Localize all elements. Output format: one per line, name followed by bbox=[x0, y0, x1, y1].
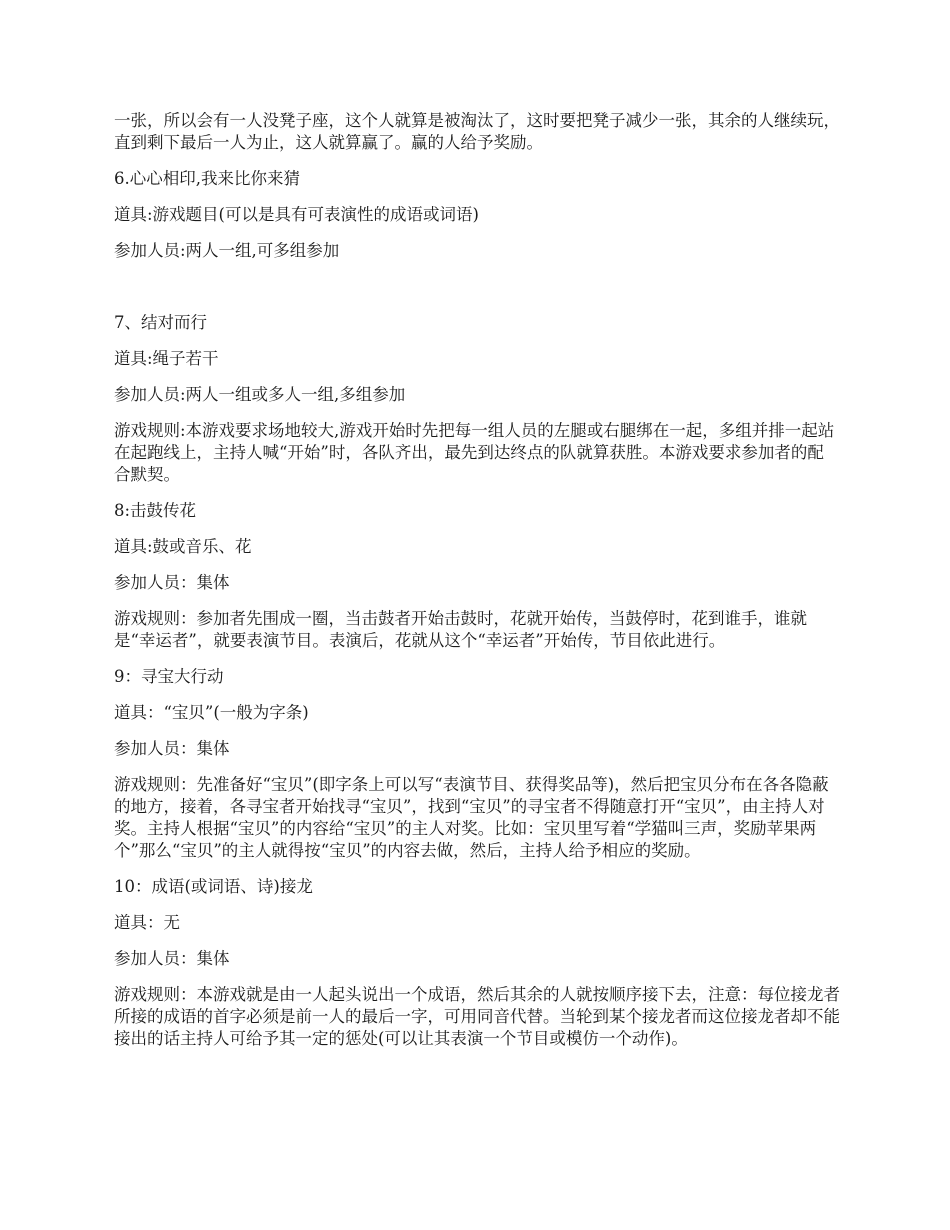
rules-game-9: 游戏规则：先准备好“宝贝”(即字条上可以写“表演节目、获得奖品等)，然后把宝贝分布在各各隐蔽的地方，接着，各寻宝者开始找寻“宝贝”，找到“宝贝”的寻宝者不得随意打开“宝贝”，由主持人对奖。主持人根据“宝贝”的内容给“宝贝”的主人对奖。比如：宝贝里写着“学猫叫三声，奖励苹果两个”那么“宝贝”的主人就得按“宝贝”的内容去做，然后，主持人给予相应的奖励。 bbox=[114, 775, 829, 860]
props-game-8: 道具:鼓或音乐、花 bbox=[114, 537, 252, 556]
rules-game-10: 游戏规则：本游戏就是由一人起头说出一个成语，然后其余的人就按顺序接下去，注意：每位接龙者所接的成语的首字必须是前一人的最后一字，可用同音代替。当轮到某个接龙者而这位接龙者却不能接出的话主持人可给予其一定的惩处(可以让其表演一个节目或模仿一个动作)。 bbox=[114, 985, 840, 1048]
heading-game-9: 9：寻宝大行动 bbox=[114, 667, 224, 686]
props-game-9: 道具：“宝贝”(一般为字条) bbox=[114, 703, 309, 722]
props-game-7: 道具:绳子若干 bbox=[114, 349, 219, 368]
participants-game-9: 参加人员：集体 bbox=[114, 739, 230, 758]
rules-game-8: 游戏规则：参加者先围成一圈，当击鼓者开始击鼓时，花就开始传，当鼓停时，花到谁手，谁就是“幸运者”，就要表演节目。表演后，花就从这个“幸运者”开始传，节目依此进行。 bbox=[114, 609, 807, 650]
participants-game-7: 参加人员:两人一组或多人一组,多组参加 bbox=[114, 385, 406, 404]
participants-game-10: 参加人员：集体 bbox=[114, 949, 230, 968]
rules-game-7: 游戏规则:本游戏要求场地较大,游戏开始时先把每一组人员的左腿或右腿绑在一起，多组并排一起站在起跑线上，主持人喊“开始”时，各队齐出，最先到达终点的队就算获胜。本游戏要求参加者的配合默契。 bbox=[114, 421, 835, 484]
props-game-6: 道具:游戏题目(可以是具有可表演性的成语或词语) bbox=[114, 205, 479, 224]
heading-game-6: 6.心心相印,我来比你来猜 bbox=[114, 169, 300, 188]
paragraph-chair-game-end: 一张，所以会有一人没凳子座，这个人就算是被淘汰了，这时要把凳子减少一张，其余的人继续玩，直到剩下最后一人为止，这人就算赢了。赢的人给予奖励。 bbox=[114, 111, 840, 152]
heading-game-7: 7、结对而行 bbox=[114, 313, 207, 332]
heading-game-10: 10：成语(或词语、诗)接龙 bbox=[114, 877, 313, 896]
participants-game-8: 参加人员：集体 bbox=[114, 573, 230, 592]
participants-game-6: 参加人员:两人一组,可多组参加 bbox=[114, 241, 340, 260]
heading-game-8: 8:击鼓传花 bbox=[114, 501, 197, 520]
props-game-10: 道具：无 bbox=[114, 913, 180, 932]
section-gap bbox=[114, 276, 840, 312]
